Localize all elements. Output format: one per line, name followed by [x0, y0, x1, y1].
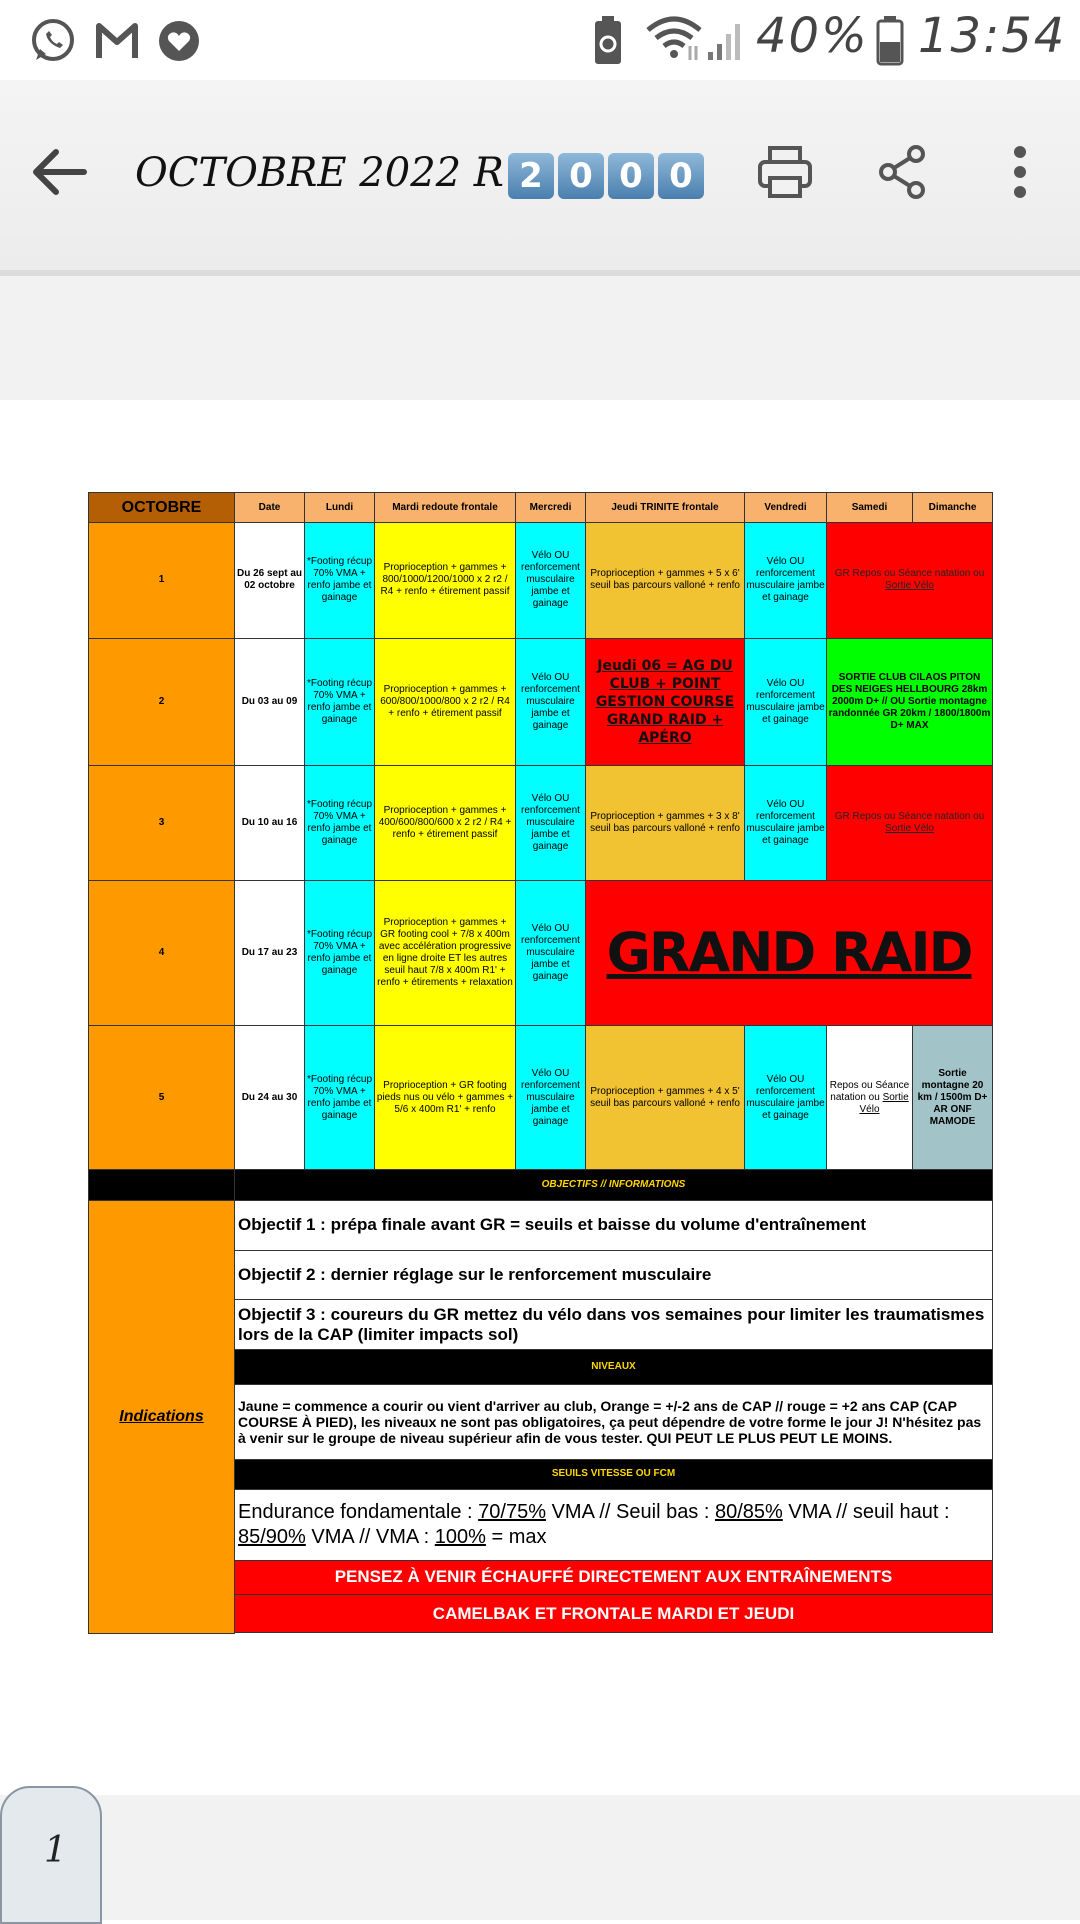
mardi-session: Proprioception + gammes + 600/800/1000/800 x 2 r2 / R4 + renfo + étirement passif — [375, 638, 516, 765]
mercredi-session: Vélo OU renforcement musculaire jambe et gainage — [516, 881, 586, 1026]
lundi-session: *Footing récup 70% VMA + renfo jambe et gainage — [305, 765, 375, 880]
week-number: 4 — [89, 881, 235, 1026]
sortie-velo-link: Sortie Vélo — [885, 580, 934, 592]
header-vendredi: Vendredi — [745, 493, 827, 523]
share-icon[interactable] — [878, 144, 926, 205]
mercredi-session: Vélo OU renforcement musculaire jambe et gainage — [516, 1025, 586, 1170]
battery-icon — [876, 14, 904, 71]
mercredi-session: Vélo OU renforcement musculaire jambe et gainage — [516, 523, 586, 638]
grand-raid-block — [586, 881, 993, 1026]
mardi-session: Proprioception + GR footing pieds nus ou vélo + gammes + 5/6 x 400m R1' + renfo — [375, 1025, 516, 1170]
warning-camelbak: CAMELBAK ET FRONTALE MARDI ET JEUDI — [235, 1594, 993, 1632]
training-plan-table — [88, 492, 993, 1634]
week-date: Du 03 au 09 — [235, 638, 305, 765]
header-mercredi: Mercredi — [516, 493, 586, 523]
clock-time: 13:54 — [918, 8, 1067, 64]
page-indicator-button[interactable] — [0, 1786, 102, 1924]
vendredi-session: Vélo OU renforcement musculaire jambe et gainage — [745, 765, 827, 880]
weekend-text: GR Repos ou Séance natation ou — [834, 811, 985, 823]
sh-label: VMA // seuil haut : — [782, 1500, 950, 1523]
vendredi-session: Vélo OU renforcement musculaire jambe et gainage — [745, 638, 827, 765]
whatsapp-icon — [30, 18, 76, 69]
weekend-text: GR Repos ou Séance natation ou — [834, 568, 985, 580]
weekend-session — [827, 523, 993, 638]
status-bar — [0, 0, 1080, 80]
vendredi-session: Vélo OU renforcement musculaire jambe et gainage — [745, 1025, 827, 1170]
weekend-session: SORTIE CLUB CILAOS PITON DES NEIGES HELLBOURG 28km 2000m D+ // OU Sortie montagne randonnée GR 20km / 1800/1800m D+ MAX — [827, 638, 993, 765]
weekend-session — [827, 765, 993, 880]
jeudi-session: Proprioception + gammes + 4 x 5' seuil bas parcours valloné + renfo — [586, 1025, 745, 1170]
heart-app-icon — [156, 18, 202, 69]
document-title — [135, 150, 704, 199]
ag-club-text: Jeudi 06 = AG DU CLUB + POINT GESTION COURSE GRAND RAID + APÉRO — [595, 657, 735, 746]
week-row — [89, 881, 993, 1026]
sb-label: VMA // Seuil bas : — [546, 1500, 715, 1523]
back-arrow-icon[interactable] — [28, 146, 88, 203]
viewer-footer — [0, 1795, 1080, 1920]
samedi-session — [827, 1025, 913, 1170]
seuils-header: SEUILS VITESSE OU FCM — [235, 1459, 993, 1489]
niveaux-header: NIVEAUX — [235, 1350, 993, 1384]
keycap-digit: 0 — [658, 153, 704, 199]
objectifs-header: OBJECTIFS // INFORMATIONS — [235, 1170, 993, 1200]
mardi-session: Proprioception + gammes + 400/600/800/600 x 2 r2 / R4 + renfo + étirement passif — [375, 765, 516, 880]
week-number: 2 — [89, 638, 235, 765]
sortie-velo-link: Sortie Vélo — [885, 823, 934, 835]
ef-value: 70/75% — [478, 1500, 547, 1523]
battery-saver-icon — [592, 14, 624, 71]
objectifs-header-row — [89, 1170, 993, 1200]
indications-label: Indications — [89, 1200, 235, 1633]
more-vert-icon[interactable] — [1012, 144, 1028, 205]
week-date: Du 17 au 23 — [235, 881, 305, 1026]
mardi-session: Proprioception + gammes + GR footing cool + 7/8 x 400m avec accélération progressive en ligne droite ET les autres seuil haut 7/8 x 400m R1' + renfo + étirements + relaxation — [375, 881, 516, 1026]
header-row — [89, 493, 993, 523]
vendredi-session: Vélo OU renforcement musculaire jambe et gainage — [745, 523, 827, 638]
header-jeudi: Jeudi TRINITE frontale — [586, 493, 745, 523]
objectif-row — [89, 1200, 993, 1251]
keycap-digit: 2 — [508, 153, 554, 199]
objectif-3: Objectif 3 : coureurs du GR mettez du vélo dans vos semaines pour limiter les traumatismes lors de la CAP (limiter impacts sol) — [235, 1299, 993, 1350]
keycap-digit: 0 — [558, 153, 604, 199]
ef-label: Endurance fondamentale : — [238, 1500, 479, 1523]
signal-icon — [706, 18, 746, 67]
header-spacer — [89, 1170, 235, 1200]
jeudi-ag-club — [586, 638, 745, 765]
week-number: 1 — [89, 523, 235, 638]
week-date: Du 26 sept au 02 octobre — [235, 523, 305, 638]
niveaux-text: Jaune = commence a courir ou vient d'arriver au club, Orange = +/-2 ans de CAP // rouge = +2 ans CAP (CAP COURSE À PIED), les niveaux ne sont pas obligatoires, ça peut dépendre de votre forme le jour J! N'hésitez pas à venir sur le groupe de niveau supérieur afin de vous tester. QUI PEUT LE PLUS PEUT LE MOINS. — [235, 1384, 993, 1459]
lundi-session: *Footing récup 70% VMA + renfo jambe et gainage — [305, 1025, 375, 1170]
week-date: Du 24 au 30 — [235, 1025, 305, 1170]
mardi-session: Proprioception + gammes + 800/1000/1200/1000 x 2 r2 / R4 + renfo + étirement passif — [375, 523, 516, 638]
mercredi-session: Vélo OU renforcement musculaire jambe et gainage — [516, 638, 586, 765]
keycap-digit: 0 — [608, 153, 654, 199]
lundi-session: *Footing récup 70% VMA + renfo jambe et gainage — [305, 638, 375, 765]
objectif-1: Objectif 1 : prépa finale avant GR = seuils et baisse du volume d'entraînement — [235, 1200, 993, 1251]
spacer-cell — [235, 1633, 993, 1634]
week-row — [89, 1025, 993, 1170]
vma-value: 100% — [434, 1525, 486, 1548]
week-row — [89, 523, 993, 638]
page-number: 1 — [44, 1830, 67, 1871]
dimanche-session: Sortie montagne 20 km / 1500m D+ AR ONF MAMODE — [913, 1025, 993, 1170]
seuils-text — [235, 1489, 993, 1560]
header-samedi: Samedi — [827, 493, 913, 523]
header-lundi: Lundi — [305, 493, 375, 523]
sh-value: 85/90% — [238, 1525, 306, 1548]
header-date: Date — [235, 493, 305, 523]
header-month: OCTOBRE — [89, 493, 235, 523]
sb-value: 80/85% — [714, 1500, 783, 1523]
print-icon[interactable] — [756, 144, 814, 205]
objectif-2: Objectif 2 : dernier réglage sur le renforcement musculaire — [235, 1251, 993, 1300]
week-number: 5 — [89, 1025, 235, 1170]
battery-percent: 40% — [756, 8, 869, 64]
week-row — [89, 765, 993, 880]
jeudi-session: Proprioception + gammes + 3 x 8' seuil bas parcours valloné + renfo — [586, 765, 745, 880]
lundi-session: *Footing récup 70% VMA + renfo jambe et gainage — [305, 881, 375, 1026]
gmail-icon — [94, 18, 140, 69]
vma-label: VMA // VMA : — [305, 1525, 435, 1548]
lundi-session: *Footing récup 70% VMA + renfo jambe et gainage — [305, 523, 375, 638]
mercredi-session: Vélo OU renforcement musculaire jambe et gainage — [516, 765, 586, 880]
jeudi-session: Proprioception + gammes + 5 x 6' seuil bas parcours valloné + renfo — [586, 523, 745, 638]
app-bar — [0, 80, 1080, 276]
week-date: Du 10 au 16 — [235, 765, 305, 880]
samedi-text: Repos ou Séance natation ou — [829, 1079, 910, 1103]
header-dimanche: Dimanche — [913, 493, 993, 523]
title-text: OCTOBRE 2022 R — [135, 150, 504, 196]
grand-raid-label: GRAND RAID — [606, 921, 972, 984]
warning-echauffement: PENSEZ À VENIR ÉCHAUFFÉ DIRECTEMENT AUX ENTRAÎNEMENTS — [235, 1560, 993, 1594]
header-mardi: Mardi redoute frontale — [375, 493, 516, 523]
max-label: = max — [485, 1525, 547, 1548]
wifi-icon — [644, 16, 704, 67]
sortie-velo-link: Sortie Vélo — [859, 1091, 909, 1115]
week-number: 3 — [89, 765, 235, 880]
week-row — [89, 638, 993, 765]
viewer-margin — [0, 276, 1080, 400]
